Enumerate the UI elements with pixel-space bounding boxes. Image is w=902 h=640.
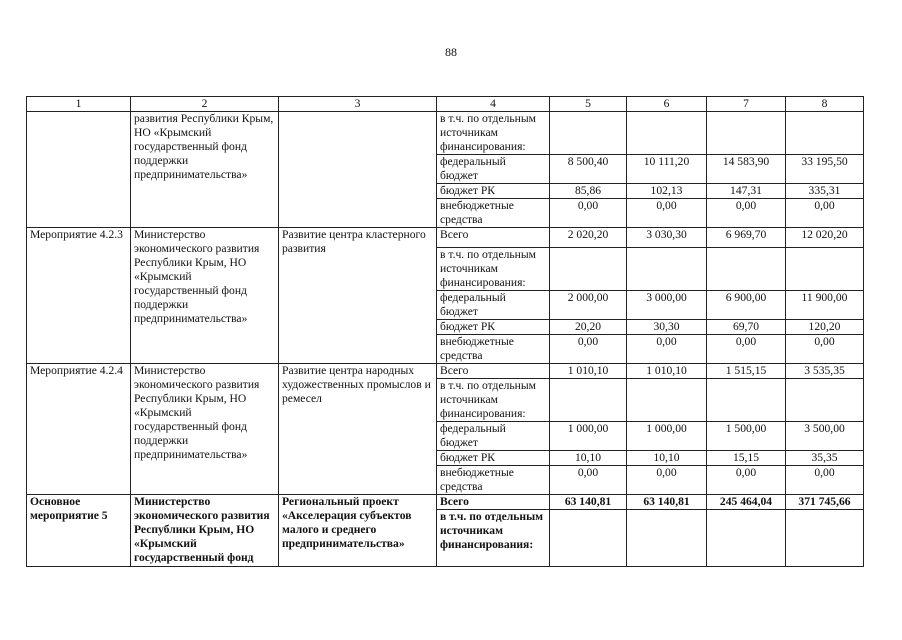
amount-cell: 147,31 [707, 184, 786, 199]
amount-cell [786, 510, 864, 567]
funding-source-label: внебюджетные средства [437, 199, 550, 228]
amount-cell: 10,10 [550, 451, 627, 466]
column-header: 7 [707, 97, 786, 112]
amount-cell: 1 515,15 [707, 364, 786, 379]
column-header: 5 [550, 97, 627, 112]
column-header: 6 [627, 97, 707, 112]
amount-cell: 0,00 [786, 335, 864, 364]
amount-cell: 3 030,30 [627, 228, 707, 248]
amount-cell: 3 500,00 [786, 422, 864, 451]
column-header: 1 [27, 97, 131, 112]
amount-cell: 33 195,50 [786, 155, 864, 184]
funding-source-label: федеральный бюджет [437, 422, 550, 451]
amount-cell: 0,00 [627, 466, 707, 495]
funding-source-label: внебюджетные средства [437, 335, 550, 364]
table-header-row [27, 97, 864, 112]
amount-cell: 2 020,20 [550, 228, 627, 248]
amount-cell: 6 900,00 [707, 291, 786, 320]
amount-cell: 11 900,00 [786, 291, 864, 320]
amount-cell: 3 535,35 [786, 364, 864, 379]
amount-cell: 69,70 [707, 320, 786, 335]
amount-cell: 0,00 [786, 199, 864, 228]
amount-cell: 102,13 [627, 184, 707, 199]
responsible-executor: Министерство экономического развития Республики Крым, НО «Крымский государственный фонд поддержки предпринимательства» [131, 364, 279, 495]
amount-cell [627, 379, 707, 422]
amount-cell: 1 000,00 [627, 422, 707, 451]
activity-name [27, 112, 131, 228]
funding-source-label: в т.ч. по отдельным источникам финансирования: [437, 248, 550, 291]
funding-source-label: в т.ч. по отдельным источникам финансирования: [437, 510, 550, 567]
funding-source-label: внебюджетные средства [437, 466, 550, 495]
amount-cell: 1 500,00 [707, 422, 786, 451]
amount-cell [786, 248, 864, 291]
activity-description: Развитие центра народных художественных промыслов и ремесел [279, 364, 437, 495]
amount-cell: 35,35 [786, 451, 864, 466]
table-row [27, 364, 864, 379]
activity-description: Развитие центра кластерного развития [279, 228, 437, 364]
amount-cell: 0,00 [627, 335, 707, 364]
responsible-executor: Министерство экономического развития Республики Крым, НО «Крымский государственный фонд [131, 495, 279, 567]
amount-cell [707, 248, 786, 291]
amount-cell: 245 464,04 [707, 495, 786, 510]
activity-description: Региональный проект «Акселерация субъектов малого и среднего предпринимательства» [279, 495, 437, 567]
amount-cell: 0,00 [550, 335, 627, 364]
amount-cell: 8 500,40 [550, 155, 627, 184]
amount-cell: 63 140,81 [627, 495, 707, 510]
amount-cell: 1 000,00 [550, 422, 627, 451]
amount-cell: 1 010,10 [627, 364, 707, 379]
activity-description [279, 112, 437, 228]
amount-cell: 6 969,70 [707, 228, 786, 248]
amount-cell: 371 745,66 [786, 495, 864, 510]
page-number: 88 [445, 45, 457, 59]
amount-cell [550, 248, 627, 291]
amount-cell [550, 510, 627, 567]
amount-cell [707, 112, 786, 155]
amount-cell [550, 112, 627, 155]
funding-source-label: бюджет РК [437, 320, 550, 335]
amount-cell: 335,31 [786, 184, 864, 199]
table-row [27, 112, 864, 155]
funding-source-label: бюджет РК [437, 184, 550, 199]
amount-cell: 0,00 [550, 466, 627, 495]
amount-cell: 2 000,00 [550, 291, 627, 320]
activity-name: Мероприятие 4.2.4 [27, 364, 131, 495]
funding-source-label: федеральный бюджет [437, 155, 550, 184]
funding-source-label: в т.ч. по отдельным источникам финансирования: [437, 112, 550, 155]
amount-cell [627, 248, 707, 291]
amount-cell: 85,86 [550, 184, 627, 199]
budget-table [26, 96, 864, 567]
funding-source-label: бюджет РК [437, 451, 550, 466]
amount-cell: 63 140,81 [550, 495, 627, 510]
funding-source-label: в т.ч. по отдельным источникам финансирования: [437, 379, 550, 422]
amount-cell: 10,10 [627, 451, 707, 466]
amount-cell: 1 010,10 [550, 364, 627, 379]
amount-cell: 0,00 [550, 199, 627, 228]
table-row [27, 228, 864, 248]
amount-cell [627, 112, 707, 155]
amount-cell [786, 112, 864, 155]
activity-name: Мероприятие 4.2.3 [27, 228, 131, 364]
amount-cell [627, 510, 707, 567]
amount-cell: 12 020,20 [786, 228, 864, 248]
amount-cell [786, 379, 864, 422]
amount-cell: 30,30 [627, 320, 707, 335]
amount-cell [707, 510, 786, 567]
column-header: 2 [131, 97, 279, 112]
table-row [27, 495, 864, 510]
amount-cell: 120,20 [786, 320, 864, 335]
amount-cell: 0,00 [627, 199, 707, 228]
activity-name: Основное мероприятие 5 [27, 495, 131, 567]
amount-cell: 15,15 [707, 451, 786, 466]
amount-cell: 3 000,00 [627, 291, 707, 320]
column-header: 3 [279, 97, 437, 112]
funding-source-label: Всего [437, 364, 550, 379]
responsible-executor: Министерство экономического развития Республики Крым, НО «Крымский государственный фонд поддержки предпринимательства» [131, 228, 279, 364]
funding-source-label: федеральный бюджет [437, 291, 550, 320]
amount-cell: 0,00 [707, 466, 786, 495]
column-header: 8 [786, 97, 864, 112]
funding-source-label: Всего [437, 228, 550, 248]
amount-cell [550, 379, 627, 422]
amount-cell: 14 583,90 [707, 155, 786, 184]
amount-cell: 20,20 [550, 320, 627, 335]
amount-cell: 10 111,20 [627, 155, 707, 184]
funding-source-label: Всего [437, 495, 550, 510]
amount-cell [707, 379, 786, 422]
responsible-executor: развития Республики Крым, НО «Крымский государственный фонд поддержки предпринимательства» [131, 112, 279, 228]
amount-cell: 0,00 [786, 466, 864, 495]
amount-cell: 0,00 [707, 335, 786, 364]
amount-cell: 0,00 [707, 199, 786, 228]
column-header: 4 [437, 97, 550, 112]
